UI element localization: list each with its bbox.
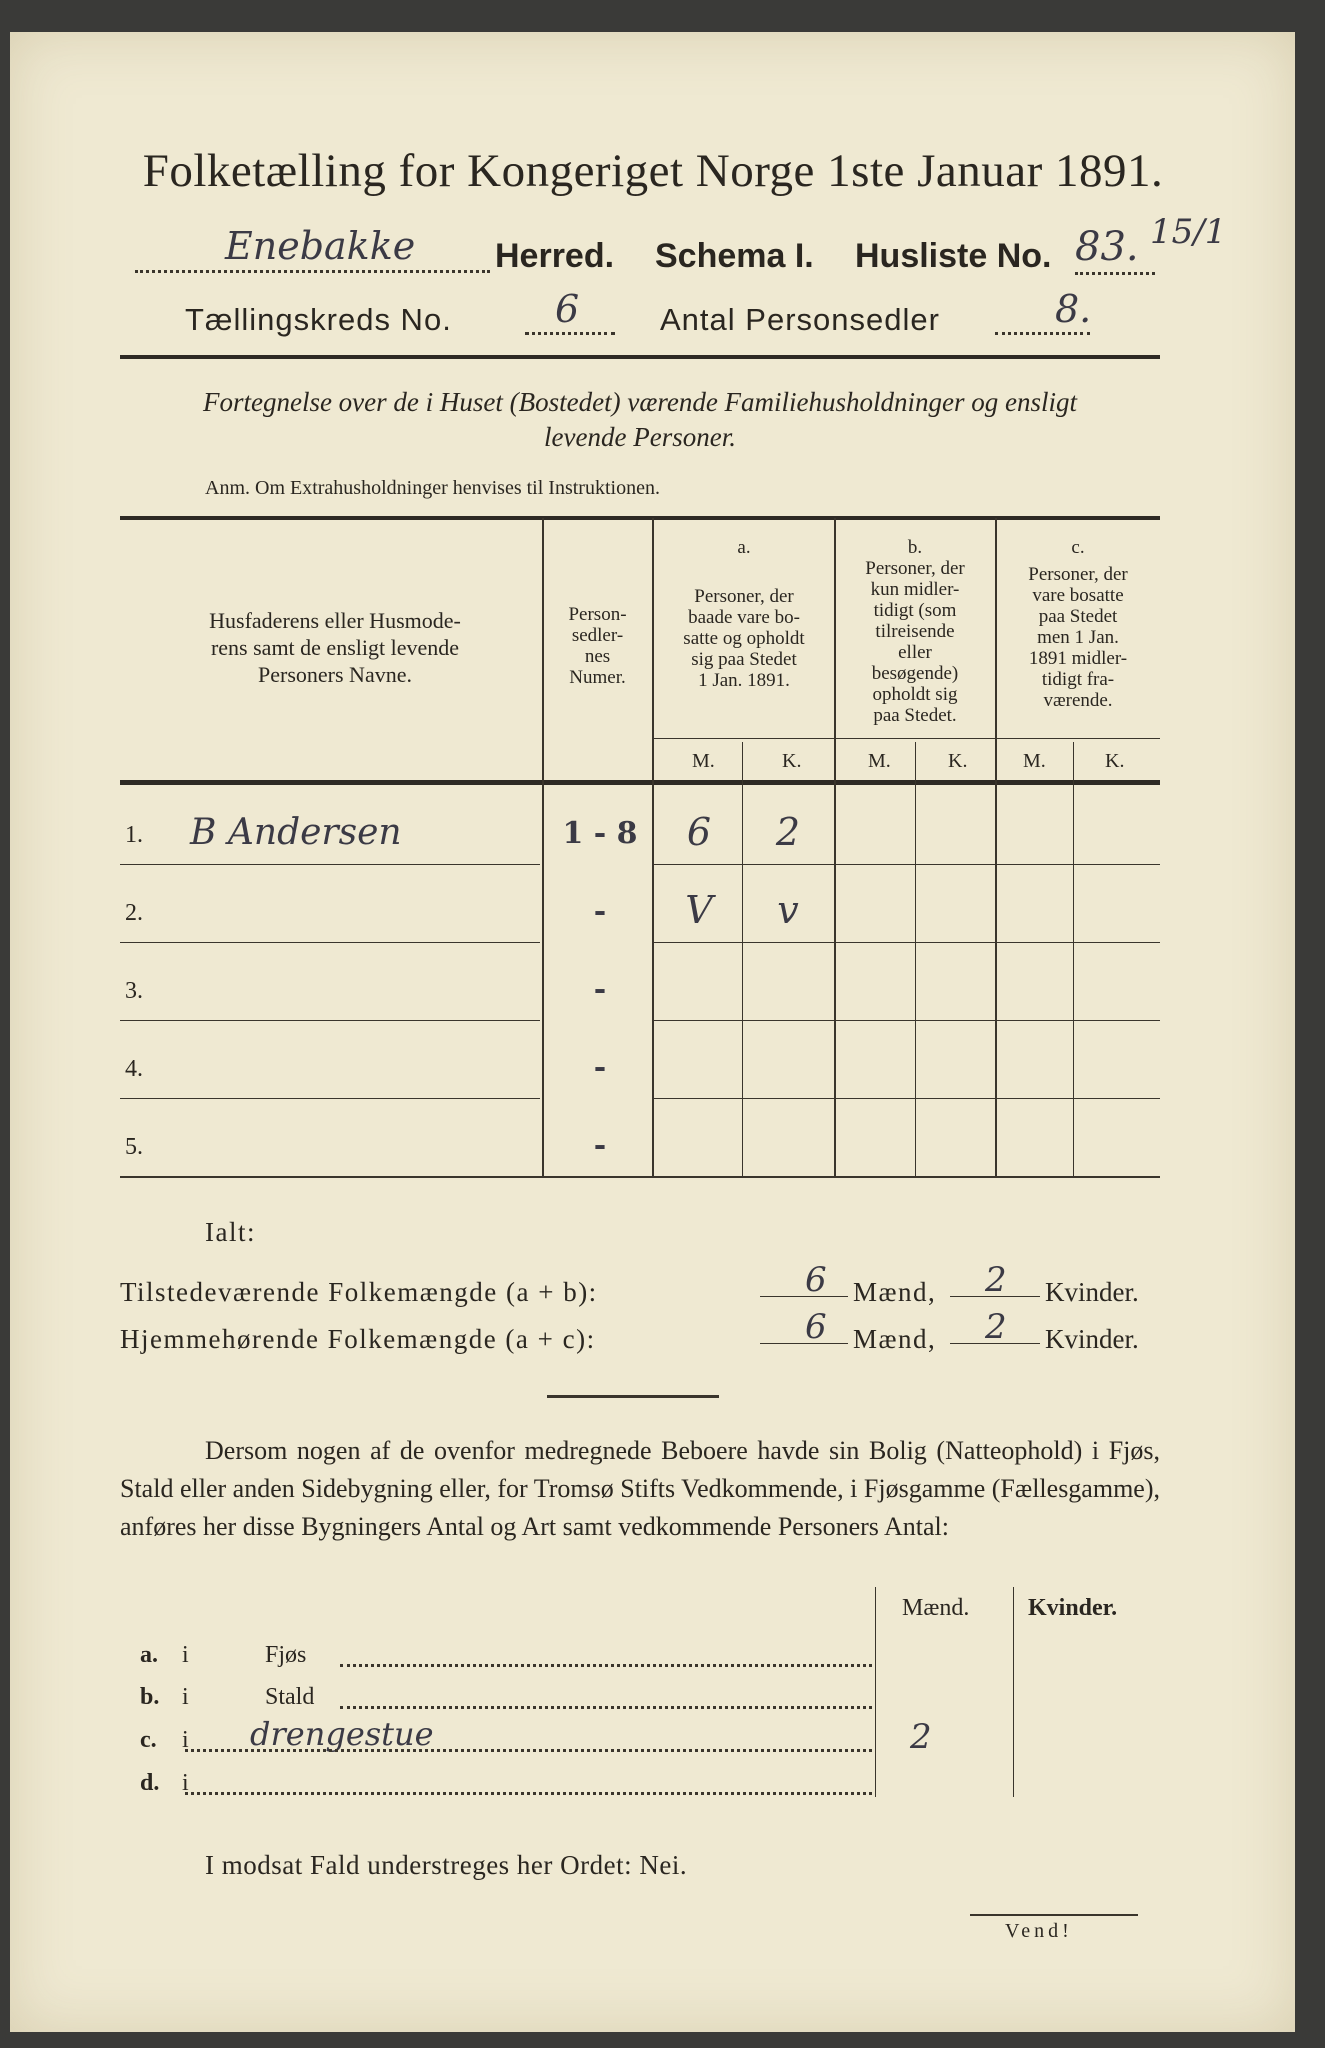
form-title: Folketælling for Kongeriget Norge 1ste Januar 1891. — [142, 145, 1164, 197]
row-personseddel-num: 1 - 8 — [562, 816, 638, 851]
mk-b-m: M. — [868, 750, 891, 772]
row-line-right — [654, 1098, 1160, 1099]
row-a-k: 2 — [775, 810, 801, 854]
row-a-m: 6 — [686, 810, 712, 854]
row-a-m: V — [685, 888, 713, 932]
item-letter: d. — [140, 1770, 160, 1796]
mk-c-k: K. — [1105, 750, 1125, 772]
census-form-sheet — [10, 32, 1295, 2032]
antal-label: Antal Personsedler — [660, 302, 940, 337]
sidebuilding-paragraph: Dersom nogen af de ovenfor medregnede Beboere havde sin Bolig (Natteophold) i Fjøs, Stald eller anden Sidebygning eller, for Tromsø Stifts Vedkommende, i Fjøsgamme (Fællesgamme), anføres her disse Bygningers Antal og Art samt vedkommende Personers Antal: — [120, 1436, 1160, 1541]
bottom-col-sep-1 — [875, 1587, 876, 1797]
mk-a-m: M. — [692, 750, 715, 772]
hjemme-kvinder: Kvinder. — [1045, 1324, 1139, 1354]
col-b-header: b. Personer, der kun midler- tidigt (som tilreisende eller besøgende) opholdt sig paa Stedet. — [865, 537, 965, 726]
mk-header-line — [654, 738, 1160, 739]
col-a-header: a. Personer, der baade vare bo- satte og opholdt sig paa Stedet 1 Jan. 1891. — [683, 537, 805, 691]
mk-c-m: M. — [1023, 750, 1046, 772]
kreds-label: Tællingskreds No. — [185, 302, 452, 337]
vend-rule — [970, 1914, 1138, 1916]
row-number: 1. — [125, 822, 143, 848]
row-line-right — [654, 1020, 1160, 1021]
tilsted-kvinder: Kvinder. — [1045, 1277, 1139, 1307]
table-header-rule — [120, 780, 1160, 785]
item-letter: c. — [140, 1727, 157, 1753]
anm-note: Anm. Om Extrahusholdninger henvises til Instruktionen. — [205, 477, 660, 499]
row-number: 4. — [125, 1056, 143, 1082]
table-top-rule — [120, 516, 1160, 520]
husliste-label: Husliste No. — [855, 237, 1052, 275]
hjemme-m-value: 6 — [805, 1307, 827, 1347]
row-line — [120, 1020, 540, 1021]
row-line-right — [654, 942, 1160, 943]
mk-b-k: K. — [948, 750, 968, 772]
item-handwritten: drengestue — [250, 1715, 434, 1753]
tilsted-k-value: 2 — [985, 1260, 1007, 1300]
item-letter: a. — [140, 1642, 158, 1668]
schema-label: Schema I. — [655, 237, 814, 275]
col-num-header: Person- sedler- nes Numer. — [568, 604, 627, 688]
intro-line-2: levende Personer. — [544, 422, 736, 452]
row-line — [120, 1098, 540, 1099]
row-number: 2. — [125, 900, 143, 926]
row-personseddel-num: - — [593, 972, 607, 1007]
tilsted-m-value: 6 — [805, 1260, 827, 1300]
hjemme-k-value: 2 — [985, 1307, 1007, 1347]
col-sep-2 — [652, 518, 654, 1178]
item-i: i — [182, 1684, 189, 1710]
bottom-col-sep-2 — [1013, 1587, 1014, 1797]
row-line — [120, 942, 540, 943]
husliste-value: 83. — [1075, 224, 1139, 270]
row-personseddel-num: - — [593, 894, 607, 929]
item-dotted-line — [340, 1684, 872, 1709]
row-personseddel-num: - — [593, 1128, 607, 1163]
item-i: i — [182, 1642, 189, 1668]
bottom-col-kvinder: Kvinder. — [1028, 1595, 1118, 1621]
herred-value: Enebakke — [225, 224, 416, 268]
section-divider — [547, 1395, 719, 1398]
antal-value: 8. — [1055, 287, 1092, 331]
item-dotted-line — [185, 1770, 872, 1795]
row-a-k: v — [777, 888, 799, 932]
item-maend-value: 2 — [910, 1717, 932, 1757]
tilsted-label: Tilstedeværende Folkemængde (a + b): — [120, 1277, 598, 1307]
nei-line: I modsat Fald understreges her Ordet: Nei. — [205, 1850, 688, 1880]
mk-a-k: K. — [782, 750, 802, 772]
col-name-header: Husfaderens eller Husmode- rens samt de ensligt levende Personers Navne. — [209, 608, 461, 687]
item-label: Fjøs — [265, 1642, 307, 1668]
husliste-fraction: 15/1 — [1150, 212, 1227, 252]
tilsted-maend: Mænd, — [853, 1277, 937, 1307]
col-sep-c-mk — [1073, 742, 1074, 1178]
item-i: i — [182, 1770, 189, 1796]
bottom-col-maend: Mænd. — [902, 1595, 970, 1621]
item-i: i — [182, 1727, 189, 1753]
row-personseddel-num: - — [593, 1050, 607, 1085]
row-line-right — [654, 864, 1160, 865]
col-sep-a-mk — [742, 742, 743, 1178]
item-dotted-line — [185, 1727, 872, 1752]
intro-line-1: Fortegnelse over de i Huset (Bostedet) værende Familiehusholdninger og ensligt — [202, 387, 1078, 417]
item-dotted-line — [340, 1642, 872, 1667]
hjemme-label: Hjemmehørende Folkemængde (a + c): — [120, 1324, 596, 1354]
table-bottom-rule — [120, 1176, 1160, 1178]
row-number: 5. — [125, 1134, 143, 1160]
header-rule — [120, 355, 1160, 359]
row-number: 3. — [125, 978, 143, 1004]
row-line — [120, 864, 540, 865]
col-sep-b-mk — [915, 742, 916, 1178]
col-sep-1 — [542, 518, 544, 1178]
tilsted-m-line — [760, 1296, 848, 1297]
vend-label: Vend! — [1005, 1920, 1073, 1942]
kreds-value: 6 — [555, 287, 580, 331]
hjemme-maend: Mænd, — [853, 1324, 937, 1354]
col-c-header: c. Personer, der vare bosatte paa Stedet men 1 Jan. 1891 midler- tidigt fra- værende. — [1028, 537, 1128, 711]
herred-label: Herred. — [495, 237, 615, 275]
item-letter: b. — [140, 1684, 160, 1710]
item-label: Stald — [265, 1684, 315, 1710]
hjemme-m-line — [760, 1343, 848, 1344]
ialt-label: Ialt: — [205, 1217, 256, 1247]
row-name: B Andersen — [190, 812, 402, 853]
